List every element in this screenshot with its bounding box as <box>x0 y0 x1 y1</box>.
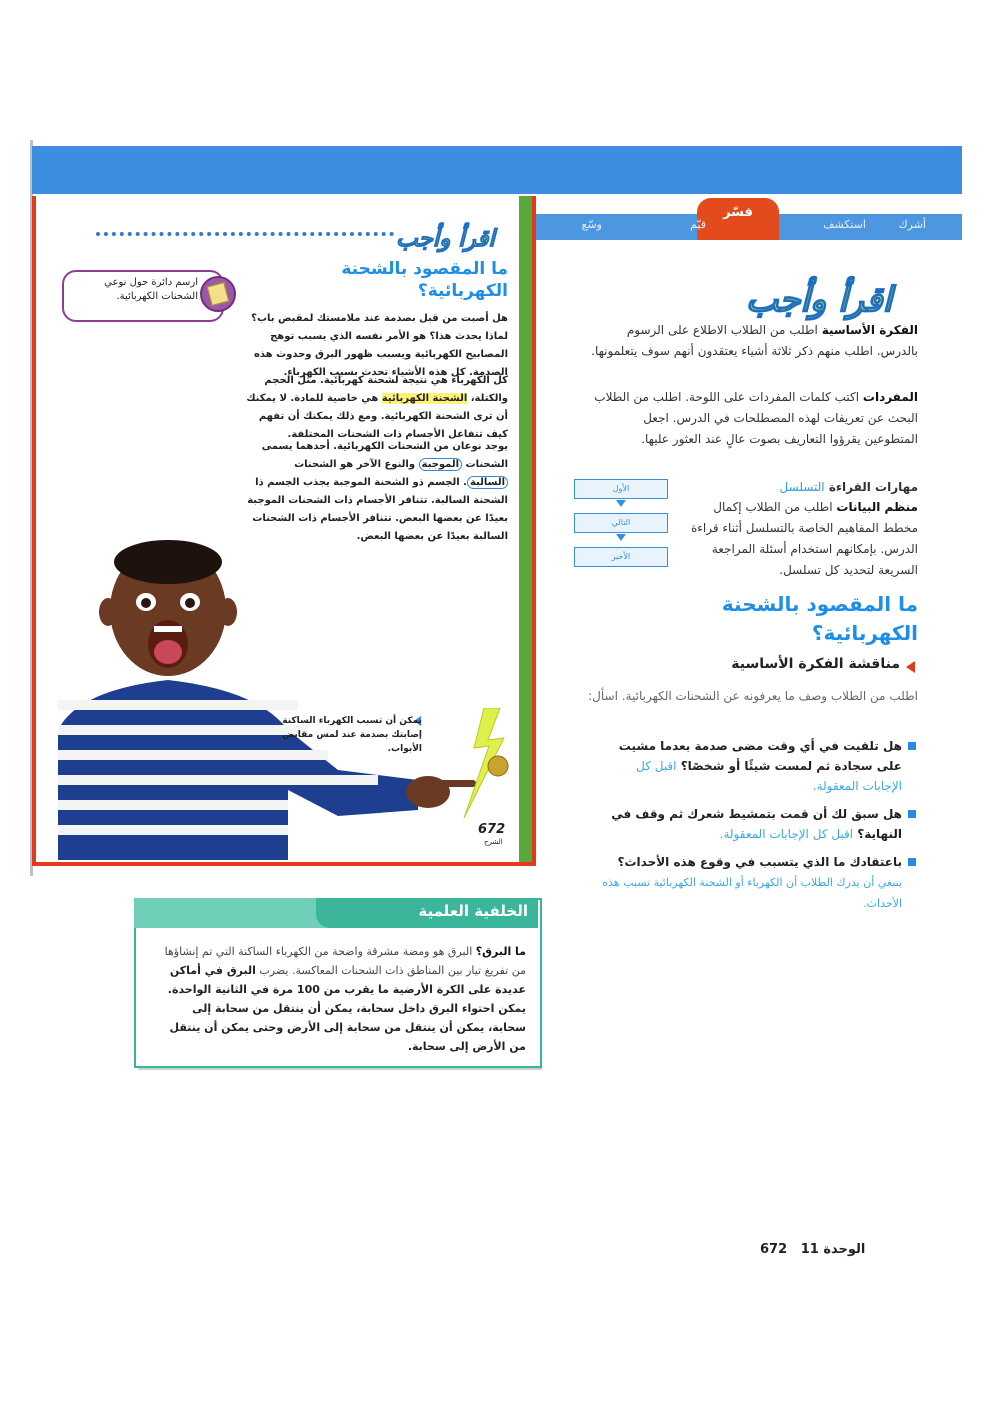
organizer-label: منظم البيانات <box>836 500 918 514</box>
pencil-note-icon <box>200 276 236 312</box>
science-box-title: الخلفية العلمية <box>418 902 528 920</box>
discussion-heading: مناقشة الفكرة الأساسية <box>731 656 900 672</box>
science-text-1: البرق هو ومضة مشرقة واضحة من الكهرباء الساكنة التي تم إنشاؤها من تفريغ تيار بين المناطق ذات الشحنات المعاكسة. يضرب <box>164 945 526 977</box>
flow-box-last: الأخير <box>574 547 668 567</box>
dotted-rule <box>96 232 394 240</box>
organizer-paragraph <box>686 497 918 581</box>
vocab-label: المفردات <box>862 390 918 404</box>
flow-arrow-icon <box>616 500 626 507</box>
flow-arrow-icon <box>616 534 626 541</box>
reading-skills-line <box>686 477 918 498</box>
p3-text-a: يوجد نوعان من الشحنات الكهربائية. أحدهما يسمى الشحنات <box>261 441 508 470</box>
organizer-text: اطلب من الطلاب إكمال مخطط المفاهيم الخاصة بالتسلسل أثناء قراءة الدرس. بإمكانهم استخدام أسئلة المراجعة السريعة لتحديد كل تسلسل. <box>690 500 918 577</box>
student-page-number: 672 <box>478 822 506 837</box>
skills-label: مهارات القراءة <box>828 480 918 494</box>
flow-box-next: التالي <box>574 513 668 533</box>
tab-extend[interactable]: وسّع <box>581 218 602 231</box>
answer-1: اقبل كل الإجابات المعقولة. <box>636 759 902 793</box>
footer-unit: الوحدة 11 <box>800 1242 866 1257</box>
answer-3: ينبغي أن يدرك الطلاب أن الكهرباء أو الشحنة الكهربائية تسبب هذه الأحداث. <box>602 876 902 910</box>
question-3 <box>596 852 902 914</box>
lesson-tabs <box>536 205 962 240</box>
top-banner <box>32 146 962 194</box>
science-box-text <box>152 942 526 1056</box>
discussion-intro: اطلب من الطلاب وصف ما يعرفونه عن الشحنات الكهربائية. اسأل: <box>588 689 918 703</box>
bullet-icon <box>908 742 916 750</box>
teacher-read-ask-title: اقرأ وأجب <box>746 280 893 320</box>
spark-icon <box>444 708 524 818</box>
circled-positive: الموجبة <box>419 458 463 471</box>
tab-explore[interactable]: استكشف <box>823 218 866 231</box>
p3-text-b: والنوع الآخر هو الشحنات <box>294 459 416 470</box>
student-read-ask-title: اقرأ وأجب <box>396 226 495 252</box>
bullet-icon <box>908 858 916 866</box>
student-paragraph-3: يوجد نوعان من الشحنات الكهربائية. أحدهما يسمى الشحنات الموجبة والنوع الآخر هو الشحنات السالبة. الجسم ذو الشحنة الموجبة يجذب الجسم ذا الشحنة السالبة. تتنافر الأجسام ذات الشحنات الموجبة بعيدًا عن بعضها البعض. تتنافر الأجسام ذات الشحنات السالبة بعيدًا عن بعضها البعض. <box>247 441 508 542</box>
question-2-text: هل سبق لك أن قمت بتمشيط شعرك ثم وقف في النهاية؟ <box>611 807 902 841</box>
highlighted-term: الشحنة الكهربائية <box>381 393 468 404</box>
vocab-text: اكتب كلمات المفردات على اللوحة. اطلب من الطلاب البحث عن تعريفات لهذه المصطلحات في الدرس. اجعل المتطوعين يقرؤوا التعاريف بصوت عالٍ عند العثور عليها. <box>594 390 918 446</box>
main-idea-label: الفكرة الأساسية <box>821 323 918 337</box>
flow-box-first: الأول <box>574 479 668 499</box>
student-page-label: الشرح <box>484 838 503 846</box>
circled-negative: السالبة <box>467 476 508 489</box>
student-paragraph-1: هل أصبت من قبل بصدمة عند ملامستك لمقبض باب؟ لماذا يحدث هذا؟ هو الأمر نفسه الذي يسبب توهج المصابيح الكهربائية ويسبب ظهور البرق وحدوث هذه الصدمة. كل هذه الأشياء تحدث بسبب الكهرباء. <box>251 313 508 378</box>
tab-engage[interactable]: أشرك <box>898 218 926 231</box>
tab-explain[interactable]: فسّر <box>697 198 779 240</box>
answer-2: اقبل كل الإجابات المعقولة. <box>719 827 854 841</box>
question-3-text: باعتقادك ما الذي يتسبب في وقوع هذه الأحداث؟ <box>617 855 902 869</box>
question-1 <box>596 736 902 796</box>
note-text: ارسم دائرة حول نوعي الشحنات الكهربائية. <box>104 277 198 302</box>
student-paragraph-2 <box>246 372 508 444</box>
bullet-icon <box>908 810 916 818</box>
boy-illustration <box>38 540 478 860</box>
science-lead: ما البرق؟ <box>475 945 526 958</box>
tab-evaluate[interactable]: قيّم <box>690 218 706 231</box>
footer-page-number: 672 <box>760 1242 788 1257</box>
main-idea-text: اطلب من الطلاب الاطلاع على الرسوم بالدرس. اطلب منهم ذكر ثلاثة أشياء يعتقدون أنهم سوف يتعلمونها. <box>591 323 918 358</box>
student-question-heading: ما المقصود بالشحنة الكهربائية؟ <box>341 259 508 301</box>
main-idea-paragraph <box>586 320 918 362</box>
page-footer <box>760 1242 865 1257</box>
vocabulary-paragraph <box>586 387 918 450</box>
question-1-text: هل تلقيت في أي وقت مضى صدمة بعدما مشيت على سجادة ثم لمست شيئًا أو شخصًا؟ <box>618 739 902 773</box>
teacher-section-heading: ما المقصود بالشحنة الكهربائية؟ <box>721 592 918 645</box>
skills-value: التسلسل <box>779 480 825 494</box>
question-2 <box>596 804 902 844</box>
p3-text-c: الجسم ذو الشحنة الموجبة يجذب الجسم ذا الشحنة السالبة. تتنافر الأجسام ذات الشحنات الموجبة بعيدًا عن بعضها البعض. تتنافر الأجسام ذات الشحنات السالبة بعيدًا عن بعضها البعض. <box>247 477 508 542</box>
science-text-2: البرق في أماكن عديدة على الكرة الأرضية ما يقرب من 100 مرة في الثانية الواحدة. يمكن احتواء البرق داخل سحابة، يمكن أن ينتقل من سحابة إلى سحابة، يمكن أن ينتقل من سحابة إلى الأرض وحتى يمكن أن ينتقل من الأرض إلى سحابة. <box>167 964 526 1053</box>
image-caption: يمكن أن تسبب الكهرباء الساكنة إصابتك بصدمة عند لمس مقابض الأبواب. <box>282 716 422 754</box>
p2-text-a: كل الكهرباء هي نتيجة لشحنة كهربائية. مثل الحجم والكتلة، <box>264 375 508 404</box>
p2-text-b: هي خاصية للمادة. لا يمكنك أن ترى الشحنة الكهربائية. ومع ذلك يمكنك أن تفهم كيف تتفاعل الأجسام ذات الشحنات المختلفة. <box>246 393 508 440</box>
